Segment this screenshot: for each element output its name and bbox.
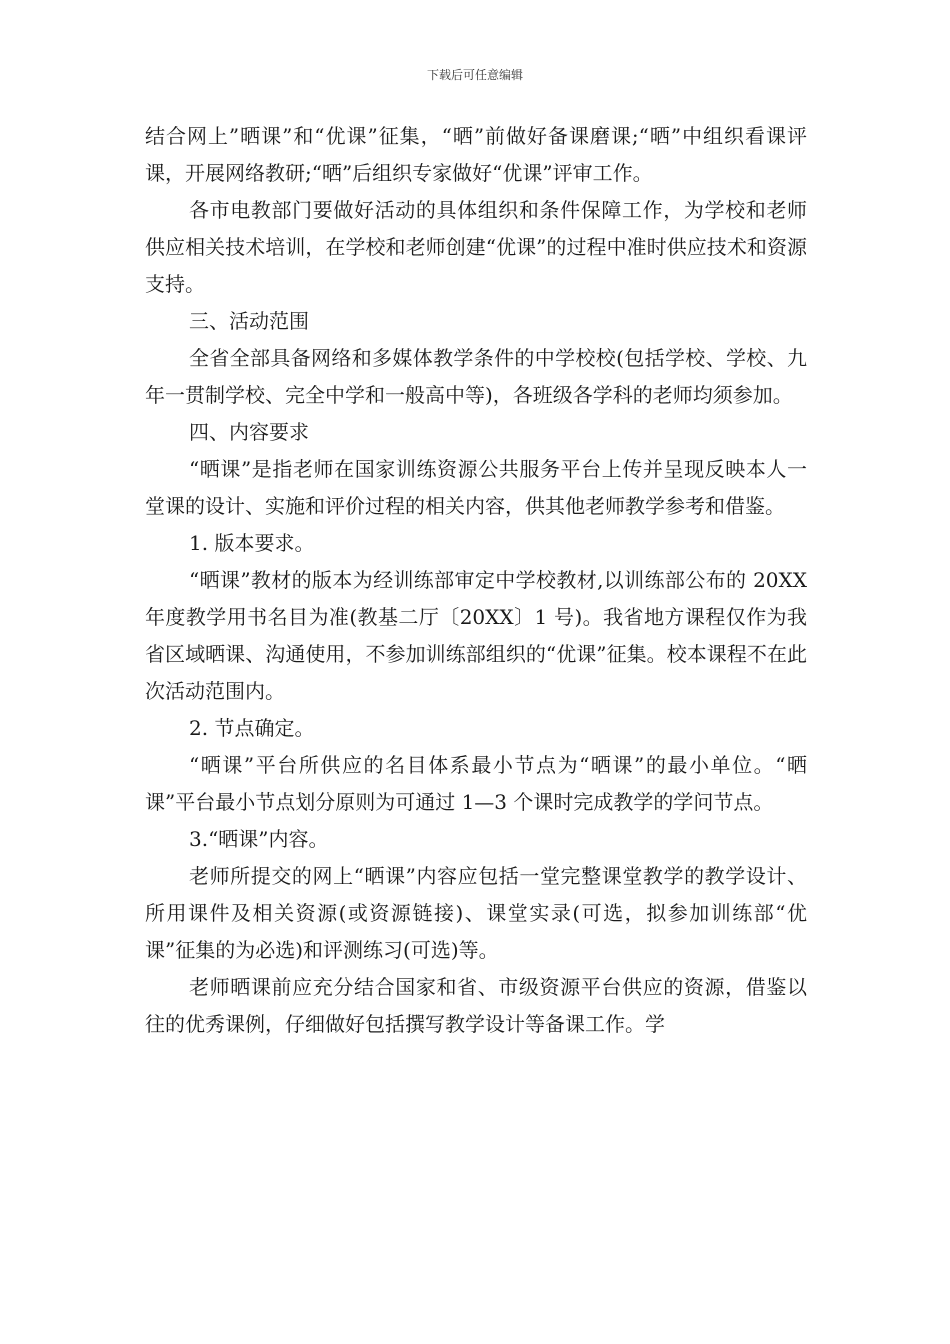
paragraph: 四、内容要求 xyxy=(189,420,309,444)
paragraph: “晒课”教材的版本为经训练部审定中学校教材,以训练部公布的 20XX 年度教学用书名目为准(教基二厅〔20XX〕1 号)。我省地方课程仅作为我省区域晒课、沟通使用，不参加训练部组织的“优课”征集。校本课程不在此次活动范围内。 xyxy=(145,568,807,703)
paragraph: 老师所提交的网上“晒课”内容应包括一堂完整课堂教学的教学设计、所用课件及相关资源(或资源链接)、课堂实录(可选，拟参加训练部“优课”征集的为必选)和评测练习(可选)等。 xyxy=(145,864,807,962)
paragraph: 各市电教部门要做好活动的具体组织和条件保障工作，为学校和老师供应相关技术培训，在学校和老师创建“优课”的过程中准时供应技术和资源支持。 xyxy=(145,198,807,296)
document-body xyxy=(145,118,807,1043)
paragraph: 结合网上”晒课”和“优课”征集，“晒”前做好备课磨课;“晒”中组织看课评课，开展网络教研;“晒”后组织专家做好“优课”评审工作。 xyxy=(145,124,807,185)
paragraph: 1. 版本要求。 xyxy=(189,531,315,555)
paragraph: “晒课”是指老师在国家训练资源公共服务平台上传并呈现反映本人一堂课的设计、实施和评价过程的相关内容，供其他老师教学参考和借鉴。 xyxy=(145,457,807,518)
paragraph: 全省全部具备网络和多媒体教学条件的中学校校(包括学校、学校、九年一贯制学校、完全中学和一般高中等)，各班级各学科的老师均须参加。 xyxy=(145,346,807,407)
paragraph: 2. 节点确定。 xyxy=(189,716,315,740)
paragraph: “晒课”平台所供应的名目体系最小节点为“晒课”的最小单位。“晒课”平台最小节点划分原则为可通过 1—3 个课时完成教学的学问节点。 xyxy=(145,753,807,814)
page-header: 下载后可任意编辑 xyxy=(426,68,523,82)
paragraph: 3.“晒课”内容。 xyxy=(189,827,329,851)
paragraph: 三、活动范围 xyxy=(189,309,309,333)
paragraph: 老师晒课前应充分结合国家和省、市级资源平台供应的资源，借鉴以往的优秀课例，仔细做好包括撰写教学设计等备课工作。学 xyxy=(145,975,807,1036)
